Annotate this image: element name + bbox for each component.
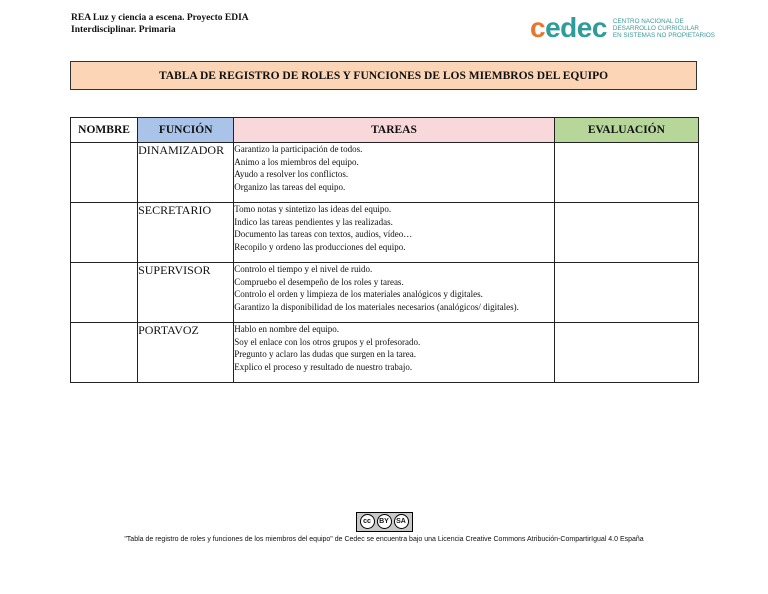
table-header-row: [71, 118, 699, 143]
role-cell: DINAMIZADOR: [138, 143, 234, 203]
role-cell: SUPERVISOR: [138, 263, 234, 323]
tasks-cell: Hablo en nombre del equipo. Soy el enlace con los otros grupos y el profesorado. Pregunto y aclaro las dudas que surgen en la tarea. Explico el proceso y resultado de nuestro trabajo.: [234, 323, 555, 383]
header-tareas: TAREAS: [234, 118, 555, 143]
document-header: [71, 12, 249, 36]
license-footer: [0, 510, 768, 543]
table-row: [71, 203, 699, 263]
table-row: [71, 323, 699, 383]
header-evaluacion: EVALUACIÓN: [554, 118, 698, 143]
name-cell[interactable]: [71, 323, 138, 383]
by-icon: BY: [377, 514, 392, 529]
page-title: TABLA DE REGISTRO DE ROLES Y FUNCIONES DE LOS MIEMBROS DEL EQUIPO: [70, 61, 697, 90]
cedec-logo-subtitle: CENTRO NACIONAL DE DESARROLLO CURRICULAR EN SISTEMAS NO PROPIETARIOS: [612, 17, 715, 39]
cedec-logo-word: cedec: [530, 12, 607, 43]
evaluation-cell[interactable]: [554, 323, 698, 383]
tasks-cell: Controlo el tiempo y el nivel de ruido. Compruebo el desempeño de los roles y tareas. Controlo el orden y limpieza de los materiales analógicos y digitales. Garantizo la disponibilidad de los materiales necesarios (analógicos/ digitales).: [234, 263, 555, 323]
evaluation-cell[interactable]: [554, 263, 698, 323]
tasks-cell: Garantizo la participación de todos. Animo a los miembros del equipo. Ayudo a resolver los conflictos. Organizo las tareas del equipo.: [234, 143, 555, 203]
cedec-logo: [530, 14, 715, 42]
cc-icon: cc: [360, 514, 375, 529]
evaluation-cell[interactable]: [554, 143, 698, 203]
evaluation-cell[interactable]: [554, 203, 698, 263]
role-cell: PORTAVOZ: [138, 323, 234, 383]
roles-table: [70, 117, 699, 383]
cc-license-badge[interactable]: [356, 512, 413, 532]
sa-icon: SA: [394, 514, 409, 529]
name-cell[interactable]: [71, 203, 138, 263]
header-funcion: FUNCIÓN: [138, 118, 234, 143]
tasks-cell: Tomo notas y sintetizo las ideas del equipo. Indico las tareas pendientes y las realizadas. Documento las tareas con textos, audios, vídeo… Recopilo y ordeno las producciones del equipo.: [234, 203, 555, 263]
role-cell: SECRETARIO: [138, 203, 234, 263]
table-row: [71, 263, 699, 323]
name-cell[interactable]: [71, 263, 138, 323]
license-text: "Tabla de registro de roles y funciones de los miembros del equipo" de Cedec se encuentra bajo una Licencia Creative Commons Atribución-CompartirIgual 4.0 España: [124, 535, 644, 543]
header-nombre: NOMBRE: [71, 118, 138, 143]
name-cell[interactable]: [71, 143, 138, 203]
table-row: [71, 143, 699, 203]
header-project-line: REA Luz y ciencia a escena. Proyecto EDIA: [71, 13, 249, 23]
header-level-line: Interdisciplinar. Primaria: [71, 25, 176, 35]
